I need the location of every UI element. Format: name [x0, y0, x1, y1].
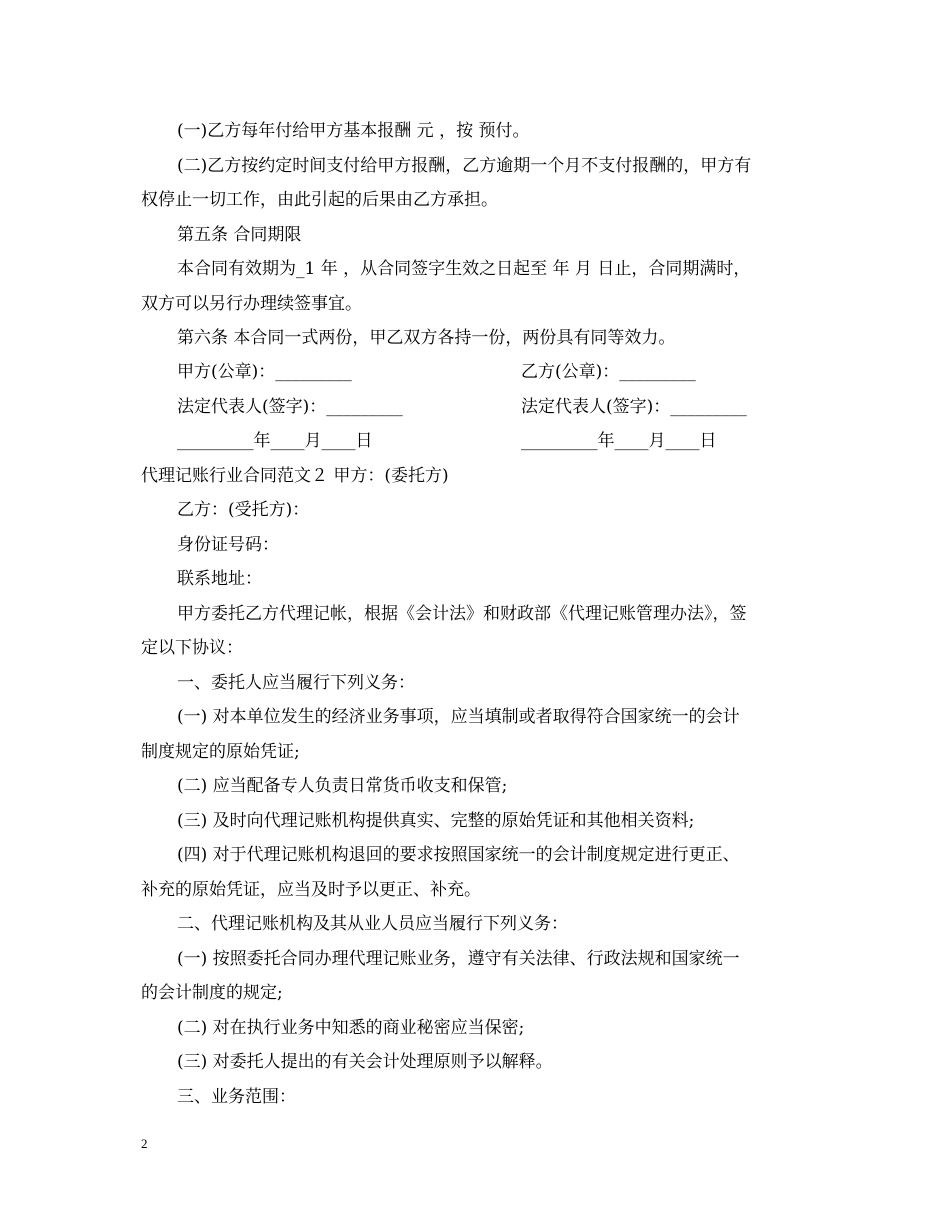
- paragraph-line: 甲方委托乙方代理记帐，根据《会计法》和财政部《代理记账管理办法》，签: [177, 604, 747, 624]
- party-b-seal-field: 乙方(公章)：_________: [521, 362, 696, 382]
- party-a-rep-field: 法定代表人(签字)：_________: [177, 397, 403, 417]
- party-a-date-field: _________年____月____日: [177, 431, 373, 451]
- section-heading: 二、代理记账机构及其从业人员应当履行下列义务：: [177, 914, 568, 934]
- paragraph-line: (二) 应当配备专人负责日常货币收支和保管;: [177, 776, 508, 796]
- paragraph-line: 定以下协议：: [141, 638, 243, 658]
- paragraph-line: (三) 及时向代理记账机构提供真实、完整的原始凭证和其他相关资料;: [177, 811, 695, 831]
- paragraph-line: (一) 对本单位发生的经济业务事项，应当填制或者取得符合国家统一的会计: [177, 707, 740, 727]
- section-heading: 第五条 合同期限: [177, 225, 302, 245]
- party-a-seal-field: 甲方(公章)：_________: [177, 362, 352, 382]
- paragraph-line: 权停止一切工作，由此引起的后果由乙方承担。: [141, 190, 498, 210]
- paragraph-line: (二) 对在执行业务中知悉的商业秘密应当保密;: [177, 1018, 525, 1038]
- paragraph-line: (二)乙方按约定时间支付给甲方报酬，乙方逾期一个月不支付报酬的，甲方有: [177, 156, 752, 176]
- page-number: 2: [141, 1136, 148, 1151]
- paragraph-line: 第六条 本合同一式两份，甲乙双方各持一份，两份具有同等效力。: [177, 328, 676, 348]
- paragraph-line: 身份证号码：: [177, 535, 279, 555]
- paragraph-line: 的会计制度的规定;: [141, 983, 283, 1003]
- paragraph-line: 制度规定的原始凭证;: [141, 742, 300, 762]
- paragraph-line: 双方可以另行办理续签事宜。: [141, 294, 362, 314]
- paragraph-line: (三) 对委托人提出的有关会计处理原则予以解释。: [177, 1052, 553, 1072]
- paragraph-line: 联系地址：: [177, 569, 262, 589]
- paragraph-line: (四) 对于代理记账机构退回的要求按照国家统一的会计制度规定进行更正、: [177, 845, 740, 865]
- section-heading: 一、委托人应当履行下列义务：: [177, 673, 415, 693]
- paragraph-line: 乙方：(受托方)：: [177, 500, 310, 520]
- paragraph-line: 补充的原始凭证，应当及时予以更正、补充。: [141, 880, 481, 900]
- paragraph-line: (一) 按照委托合同办理代理记账业务，遵守有关法律、行政法规和国家统一: [177, 949, 740, 969]
- paragraph-line: (一)乙方每年付给甲方基本报酬 元 ，按 预付。: [177, 121, 530, 141]
- section-heading: 三、业务范围：: [177, 1087, 296, 1107]
- party-b-rep-field: 法定代表人(签字)：_________: [521, 397, 747, 417]
- party-b-date-field: _________年____月____日: [521, 431, 717, 451]
- section-title: 代理记账行业合同范文２ 甲方：(委托方): [141, 466, 449, 486]
- paragraph-line: 本合同有效期为_1 年 ，从合同签字生效之日起至 年 月 日止，合同期满时，: [177, 259, 751, 279]
